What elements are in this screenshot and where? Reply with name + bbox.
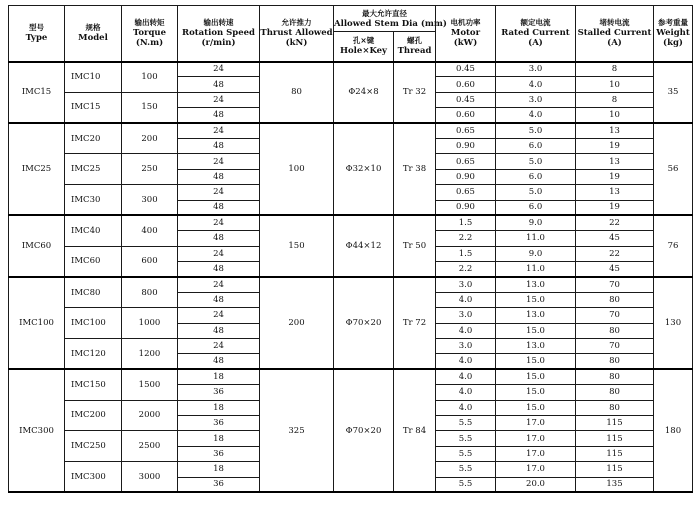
motor-cell: 1.5 xyxy=(436,215,496,230)
speed-cell: 24 xyxy=(178,215,260,230)
header-torque: 输出转矩 Torque (N.m) xyxy=(122,6,178,62)
motor-cell: 0.65 xyxy=(436,123,496,138)
speed-cell: 24 xyxy=(178,62,260,77)
stalled-current-cell: 80 xyxy=(576,323,654,338)
rated-current-cell: 20.0 xyxy=(496,477,576,492)
stalled-current-cell: 115 xyxy=(576,446,654,461)
weight-cell: 56 xyxy=(654,123,693,215)
torque-cell: 100 xyxy=(122,62,178,93)
speed-cell: 36 xyxy=(178,385,260,400)
model-cell: IMC25 xyxy=(65,154,122,185)
stalled-current-cell: 80 xyxy=(576,354,654,369)
motor-cell: 0.90 xyxy=(436,138,496,153)
rated-current-cell: 13.0 xyxy=(496,339,576,354)
speed-cell: 18 xyxy=(178,369,260,384)
hole-cell: Φ70×20 xyxy=(334,277,394,369)
thrust-cell: 100 xyxy=(260,123,334,215)
stalled-current-cell: 13 xyxy=(576,185,654,200)
model-cell: IMC40 xyxy=(65,215,122,246)
speed-cell: 24 xyxy=(178,123,260,138)
stalled-current-cell: 19 xyxy=(576,169,654,184)
thrust-cell: 80 xyxy=(260,62,334,124)
torque-cell: 1000 xyxy=(122,308,178,339)
rated-current-cell: 5.0 xyxy=(496,154,576,169)
motor-cell: 5.5 xyxy=(436,415,496,430)
type-cell: IMC15 xyxy=(9,62,65,124)
rated-current-cell: 3.0 xyxy=(496,92,576,107)
motor-cell: 2.2 xyxy=(436,262,496,277)
torque-cell: 150 xyxy=(122,92,178,123)
table-row xyxy=(9,62,693,77)
motor-cell: 4.0 xyxy=(436,400,496,415)
speed-cell: 24 xyxy=(178,339,260,354)
motor-cell: 4.0 xyxy=(436,323,496,338)
hole-cell: Φ24×8 xyxy=(334,62,394,124)
motor-cell: 2.2 xyxy=(436,231,496,246)
stalled-current-cell: 19 xyxy=(576,138,654,153)
motor-cell: 4.0 xyxy=(436,354,496,369)
model-cell: IMC100 xyxy=(65,308,122,339)
torque-cell: 1200 xyxy=(122,339,178,370)
motor-cell: 4.0 xyxy=(436,369,496,384)
rated-current-cell: 15.0 xyxy=(496,385,576,400)
torque-cell: 400 xyxy=(122,215,178,246)
stalled-current-cell: 80 xyxy=(576,369,654,384)
stalled-current-cell: 13 xyxy=(576,154,654,169)
spec-sheet xyxy=(8,5,692,493)
rated-current-cell: 6.0 xyxy=(496,138,576,153)
torque-cell: 2000 xyxy=(122,400,178,431)
weight-cell: 76 xyxy=(654,215,693,277)
thrust-cell: 200 xyxy=(260,277,334,369)
rated-current-cell: 5.0 xyxy=(496,185,576,200)
motor-cell: 4.0 xyxy=(436,385,496,400)
motor-cell: 3.0 xyxy=(436,339,496,354)
stalled-current-cell: 45 xyxy=(576,231,654,246)
weight-cell: 35 xyxy=(654,62,693,124)
thread-cell: Tr 32 xyxy=(394,62,436,124)
rated-current-cell: 13.0 xyxy=(496,277,576,292)
stalled-current-cell: 70 xyxy=(576,308,654,323)
rated-current-cell: 15.0 xyxy=(496,354,576,369)
stalled-current-cell: 10 xyxy=(576,77,654,92)
stalled-current-cell: 80 xyxy=(576,400,654,415)
thread-cell: Tr 38 xyxy=(394,123,436,215)
stalled-current-cell: 8 xyxy=(576,62,654,77)
thread-cell: Tr 72 xyxy=(394,277,436,369)
weight-cell: 130 xyxy=(654,277,693,369)
header-thread: 螺孔 Thread xyxy=(394,32,436,62)
model-cell: IMC150 xyxy=(65,369,122,400)
stalled-current-cell: 70 xyxy=(576,277,654,292)
rated-current-cell: 3.0 xyxy=(496,62,576,77)
rated-current-cell: 15.0 xyxy=(496,400,576,415)
rated-current-cell: 15.0 xyxy=(496,369,576,384)
thread-cell: Tr 50 xyxy=(394,215,436,277)
speed-cell: 48 xyxy=(178,323,260,338)
header-type: 型号 Type xyxy=(9,6,65,62)
stalled-current-cell: 80 xyxy=(576,385,654,400)
motor-cell: 3.0 xyxy=(436,277,496,292)
rated-current-cell: 17.0 xyxy=(496,446,576,461)
type-cell: IMC300 xyxy=(9,369,65,492)
model-cell: IMC200 xyxy=(65,400,122,431)
table-row xyxy=(9,123,693,138)
speed-cell: 48 xyxy=(178,138,260,153)
speed-cell: 36 xyxy=(178,477,260,492)
speed-cell: 36 xyxy=(178,446,260,461)
thrust-cell: 150 xyxy=(260,215,334,277)
speed-cell: 48 xyxy=(178,169,260,184)
stalled-current-cell: 19 xyxy=(576,200,654,215)
rated-current-cell: 6.0 xyxy=(496,169,576,184)
rated-current-cell: 17.0 xyxy=(496,462,576,477)
table-row xyxy=(9,215,693,230)
motor-cell: 3.0 xyxy=(436,308,496,323)
model-cell: IMC15 xyxy=(65,92,122,123)
motor-cell: 0.90 xyxy=(436,200,496,215)
rated-current-cell: 17.0 xyxy=(496,431,576,446)
torque-cell: 250 xyxy=(122,154,178,185)
header-speed: 输出转速 Rotation Speed (r/min) xyxy=(178,6,260,62)
rated-current-cell: 9.0 xyxy=(496,246,576,261)
rated-current-cell: 4.0 xyxy=(496,108,576,123)
speed-cell: 48 xyxy=(178,77,260,92)
model-cell: IMC20 xyxy=(65,123,122,154)
speed-cell: 48 xyxy=(178,292,260,307)
stalled-current-cell: 115 xyxy=(576,462,654,477)
motor-cell: 0.60 xyxy=(436,77,496,92)
stalled-current-cell: 13 xyxy=(576,123,654,138)
speed-cell: 24 xyxy=(178,154,260,169)
model-cell: IMC60 xyxy=(65,246,122,277)
hole-cell: Φ32×10 xyxy=(334,123,394,215)
motor-cell: 0.65 xyxy=(436,154,496,169)
table-body xyxy=(9,62,693,493)
speed-cell: 48 xyxy=(178,200,260,215)
motor-cell: 5.5 xyxy=(436,462,496,477)
motor-cell: 0.90 xyxy=(436,169,496,184)
header-stalled: 堵转电流 Stalled Current (A) xyxy=(576,6,654,62)
header-stem: 最大允许直径 Allowed Stem Dia (mm) xyxy=(334,6,436,32)
rated-current-cell: 11.0 xyxy=(496,262,576,277)
rated-current-cell: 13.0 xyxy=(496,308,576,323)
model-cell: IMC30 xyxy=(65,185,122,216)
speed-cell: 48 xyxy=(178,354,260,369)
type-cell: IMC25 xyxy=(9,123,65,215)
hole-cell: Φ70×20 xyxy=(334,369,394,492)
speed-cell: 48 xyxy=(178,108,260,123)
speed-cell: 24 xyxy=(178,185,260,200)
torque-cell: 800 xyxy=(122,277,178,308)
speed-cell: 48 xyxy=(178,231,260,246)
header-rated: 额定电流 Rated Current (A) xyxy=(496,6,576,62)
rated-current-cell: 17.0 xyxy=(496,415,576,430)
motor-cell: 5.5 xyxy=(436,431,496,446)
table-header xyxy=(9,6,693,62)
table-row xyxy=(9,277,693,292)
motor-cell: 5.5 xyxy=(436,477,496,492)
stalled-current-cell: 80 xyxy=(576,292,654,307)
speed-cell: 18 xyxy=(178,400,260,415)
stalled-current-cell: 8 xyxy=(576,92,654,107)
type-cell: IMC60 xyxy=(9,215,65,277)
rated-current-cell: 9.0 xyxy=(496,215,576,230)
rated-current-cell: 4.0 xyxy=(496,77,576,92)
stalled-current-cell: 115 xyxy=(576,415,654,430)
type-cell: IMC100 xyxy=(9,277,65,369)
model-cell: IMC300 xyxy=(65,462,122,493)
motor-cell: 4.0 xyxy=(436,292,496,307)
header-model: 规格 Model xyxy=(65,6,122,62)
header-weight: 参考重量 Weight (kg) xyxy=(654,6,693,62)
motor-cell: 1.5 xyxy=(436,246,496,261)
speed-cell: 24 xyxy=(178,92,260,107)
speed-cell: 18 xyxy=(178,462,260,477)
speed-cell: 24 xyxy=(178,277,260,292)
rated-current-cell: 15.0 xyxy=(496,292,576,307)
header-thrust: 允许推力 Thrust Allowed (kN) xyxy=(260,6,334,62)
header-motor: 电机功率 Motor (kW) xyxy=(436,6,496,62)
torque-cell: 1500 xyxy=(122,369,178,400)
rated-current-cell: 11.0 xyxy=(496,231,576,246)
motor-cell: 5.5 xyxy=(436,446,496,461)
torque-cell: 300 xyxy=(122,185,178,216)
header-hole: 孔×键 Hole×Key xyxy=(334,32,394,62)
speed-cell: 18 xyxy=(178,431,260,446)
stalled-current-cell: 10 xyxy=(576,108,654,123)
motor-cell: 0.65 xyxy=(436,185,496,200)
model-cell: IMC10 xyxy=(65,62,122,93)
spec-table xyxy=(8,5,693,493)
torque-cell: 600 xyxy=(122,246,178,277)
stalled-current-cell: 22 xyxy=(576,246,654,261)
weight-cell: 180 xyxy=(654,369,693,492)
speed-cell: 24 xyxy=(178,246,260,261)
torque-cell: 200 xyxy=(122,123,178,154)
stalled-current-cell: 22 xyxy=(576,215,654,230)
speed-cell: 48 xyxy=(178,262,260,277)
thread-cell: Tr 84 xyxy=(394,369,436,492)
stalled-current-cell: 135 xyxy=(576,477,654,492)
torque-cell: 2500 xyxy=(122,431,178,462)
stalled-current-cell: 70 xyxy=(576,339,654,354)
stalled-current-cell: 115 xyxy=(576,431,654,446)
table-row xyxy=(9,369,693,384)
rated-current-cell: 5.0 xyxy=(496,123,576,138)
thrust-cell: 325 xyxy=(260,369,334,492)
rated-current-cell: 15.0 xyxy=(496,323,576,338)
motor-cell: 0.45 xyxy=(436,92,496,107)
model-cell: IMC250 xyxy=(65,431,122,462)
motor-cell: 0.60 xyxy=(436,108,496,123)
hole-cell: Φ44×12 xyxy=(334,215,394,277)
speed-cell: 36 xyxy=(178,415,260,430)
speed-cell: 24 xyxy=(178,308,260,323)
model-cell: IMC80 xyxy=(65,277,122,308)
torque-cell: 3000 xyxy=(122,462,178,493)
rated-current-cell: 6.0 xyxy=(496,200,576,215)
motor-cell: 0.45 xyxy=(436,62,496,77)
stalled-current-cell: 45 xyxy=(576,262,654,277)
model-cell: IMC120 xyxy=(65,339,122,370)
